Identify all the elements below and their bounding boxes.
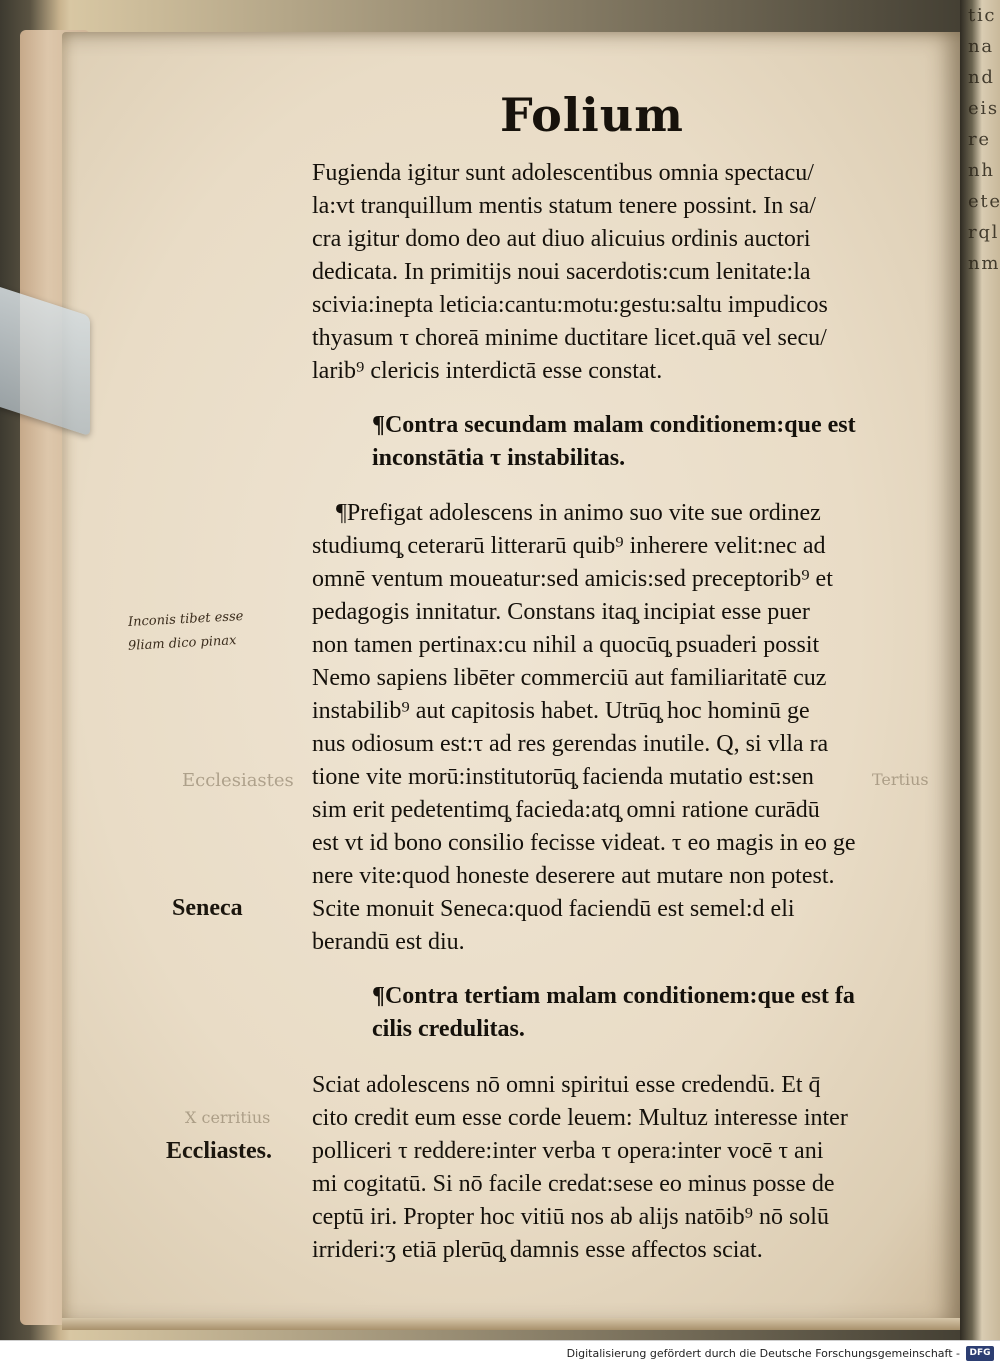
text-line: polliceri τ reddere:inter verba τ opera:inter vocē τ ani	[312, 1138, 824, 1164]
text-line: Nemo sapiens libēter commerciū aut familiaritatē cuz	[312, 665, 827, 691]
text-line: non tamen pertinax:cu nihil a quocūq̧ psuaderi possit	[312, 632, 820, 658]
footer-bar	[0, 1340, 1000, 1368]
dfg-logo: DFG	[966, 1346, 994, 1361]
text-line: scivia:inepta leticia:cantu:motu:gestu:saltu impudicos	[312, 292, 828, 318]
text-line: omnē ventum moueatur:sed amicis:sed preceptorib⁹ et	[312, 566, 833, 592]
text-line: pedagogis innitatur. Constans itaq̧ incipiat esse puer	[312, 599, 810, 625]
text-line: nere vite:quod honeste deserere aut mutare non potest.	[312, 863, 835, 889]
section-heading: ¶Contra tertiam malam conditionem:que est fa	[372, 983, 855, 1009]
text-line: berandū est diu.	[312, 929, 465, 955]
margin-note-ecclesiastes: Eccliastes.	[166, 1138, 272, 1164]
page-title: Folium	[500, 88, 684, 142]
text-line: instabilib⁹ aut capitosis habet. Utrūq̧ hoc hominū ge	[312, 698, 810, 724]
text-line: mi cogitatū. Si nō facile credat:sese eo minus posse de	[312, 1171, 835, 1197]
text-line: nus odiosum est:τ ad res gerendas inutile. Q, si vlla ra	[312, 731, 829, 757]
handwritten-note: Inconis tibet esse	[127, 608, 244, 631]
text-line: ¶Prefigat adolescens in animo suo vite sue ordinez	[336, 500, 821, 526]
text-line: tione vite morū:institutorūq̧ facienda mutatio est:sen	[312, 764, 814, 790]
bleed-through-text: Tertius	[872, 770, 929, 789]
text-line: Fugienda igitur sunt adolescentibus omnia spectacu/	[312, 160, 814, 186]
text-line: studiumq̧ ceterarū litterarū quib⁹ inherere velit:nec ad	[312, 533, 826, 559]
text-line: thyasum τ choreā minime ductitare licet.quā vel secu/	[312, 325, 827, 351]
bleed-through-text: Ecclesiastes	[182, 770, 294, 791]
right-page-text: t i c n a n d e i s r e n h e t e r q l n m	[968, 5, 998, 274]
text-line: larib⁹ clericis interdictā esse constat.	[312, 358, 663, 384]
section-heading: inconstātia τ instabilitas.	[372, 445, 626, 471]
text-line: cra igitur domo deo aut diuo alicuius ordinis auctori	[312, 226, 811, 252]
text-line: cito credit eum esse corde leuem: Multuz interesse inter	[312, 1105, 848, 1131]
text-line: dedicata. In primitijs noui sacerdotis:cum lenitate:la	[312, 259, 811, 285]
text-line: Sciat adolescens nō omni spiritui esse credendū. Et q̄	[312, 1072, 821, 1098]
section-heading: cilis credulitas.	[372, 1016, 525, 1042]
text-line: irrideri:ʒ etiā plerūq̧ damnis esse affectos sciat.	[312, 1237, 763, 1263]
handwritten-note: 9liam dico pinax	[127, 633, 237, 654]
text-line: Scite monuit Seneca:quod faciendū est semel:d eli	[312, 896, 795, 922]
bleed-through-text: X cerritius	[185, 1108, 271, 1127]
footer-credit: Digitalisierung gefördert durch die Deutsche Forschungsgemeinschaft -	[566, 1347, 960, 1360]
section-heading: ¶Contra secundam malam conditionem:que est	[372, 412, 856, 438]
margin-note-seneca: Seneca	[172, 895, 243, 921]
text-line: la:vt tranquillum mentis statum tenere possint. In sa/	[312, 193, 816, 219]
text-line: sim erit pedetentimq̧ facieda:atq̧ omni ratione curādū	[312, 797, 820, 823]
text-line: est vt id bono consilio fecisse videat. τ eo magis in eo ge	[312, 830, 856, 856]
text-line: ceptū iri. Propter hoc vitiū nos ab alijs natōib⁹ nō solū	[312, 1204, 829, 1230]
page-bottom-edge	[62, 1318, 967, 1330]
